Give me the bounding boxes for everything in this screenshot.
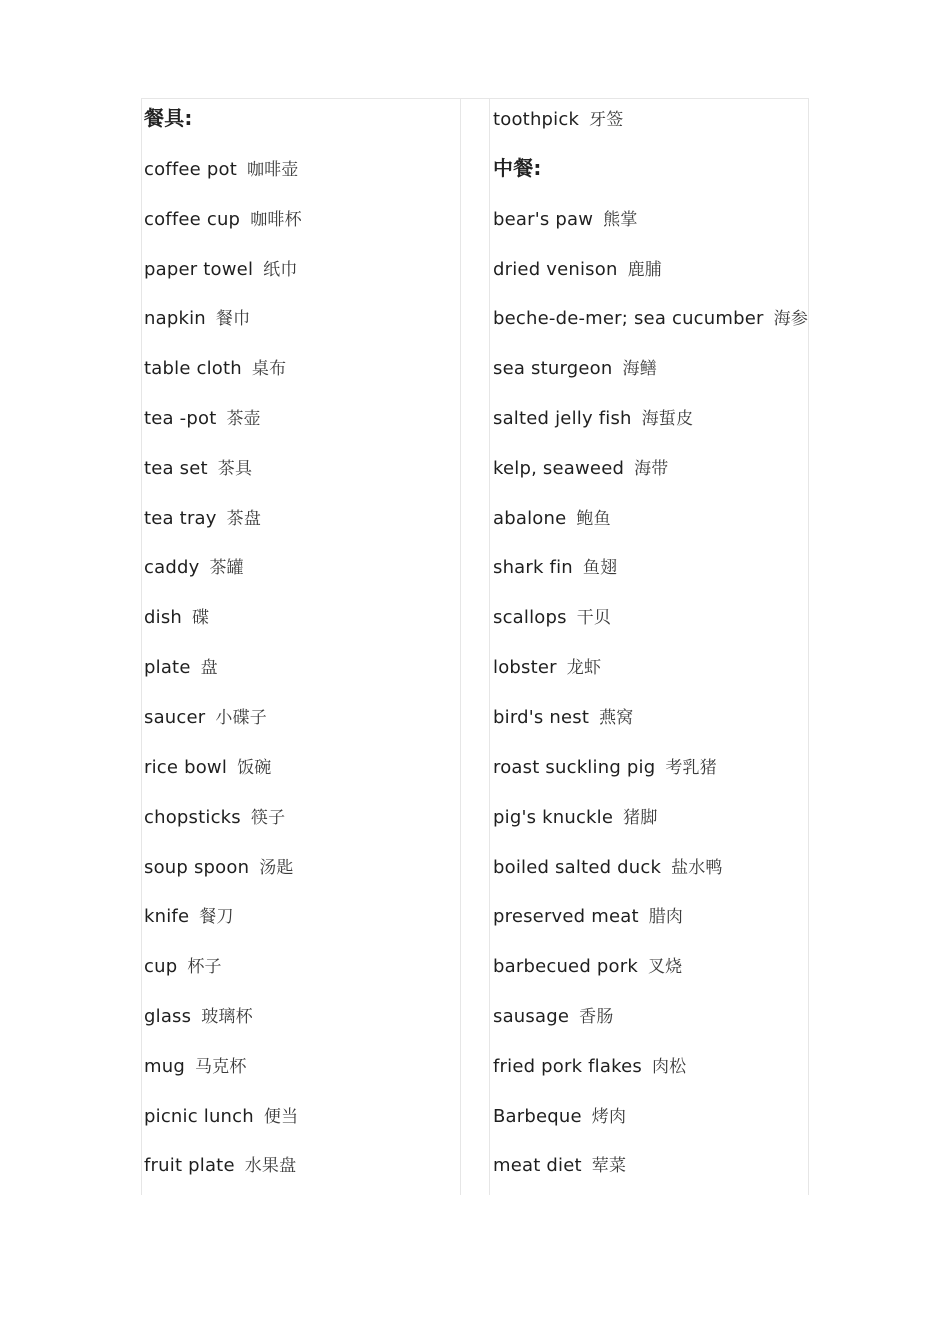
vocab-row <box>144 553 244 583</box>
english-term: scallops <box>493 607 567 628</box>
vocab-row <box>493 1052 686 1082</box>
vocab-row <box>493 753 717 783</box>
vocab-row <box>493 504 611 534</box>
english-term: mug <box>144 1056 185 1077</box>
vocab-row <box>144 504 261 534</box>
chinese-term: 玻璃杯 <box>201 1007 253 1027</box>
vocab-row <box>493 853 723 883</box>
english-term: table cloth <box>144 358 242 379</box>
chinese-term: 杯子 <box>187 957 222 977</box>
vocab-row <box>144 653 218 683</box>
chinese-term: 筷子 <box>250 808 286 828</box>
english-term: glass <box>144 1006 192 1027</box>
chinese-term: 肉松 <box>651 1057 687 1077</box>
english-term: bird's nest <box>493 707 590 728</box>
english-term: pig's knuckle <box>493 807 614 828</box>
chinese-term: 便当 <box>263 1107 299 1127</box>
chinese-term: 牙签 <box>589 110 624 130</box>
chinese-food-column <box>489 99 809 1195</box>
vocab-row <box>493 952 682 982</box>
vocab-row <box>493 603 611 633</box>
chinese-term: 猪脚 <box>623 808 658 828</box>
english-term: boiled salted duck <box>493 857 662 878</box>
english-term: Barbeque <box>493 1106 582 1127</box>
chinese-term: 腊肉 <box>648 907 684 927</box>
english-term: tea tray <box>144 508 217 529</box>
vocab-row <box>493 205 638 235</box>
vocab-row <box>144 753 271 783</box>
chinese-term: 茶具 <box>217 459 253 479</box>
chinese-term: 水果盘 <box>244 1156 297 1176</box>
vocab-row <box>144 404 261 434</box>
english-term: abalone <box>493 508 567 529</box>
vocab-row <box>144 703 267 733</box>
english-term: roast suckling pig <box>493 757 656 778</box>
english-term: beche-de-mer; sea cucumber <box>493 308 764 329</box>
english-term: plate <box>144 657 191 678</box>
chinese-term: 咖啡杯 <box>250 210 302 230</box>
english-term: chopsticks <box>144 807 241 828</box>
chinese-term: 桌布 <box>251 359 287 379</box>
chinese-term: 龙虾 <box>566 658 602 678</box>
chinese-term: 茶罐 <box>209 558 244 578</box>
vocab-row <box>493 902 683 932</box>
chinese-term: 盘 <box>200 658 218 678</box>
english-term: coffee pot <box>144 159 237 180</box>
chinese-term: 汤匙 <box>259 858 294 878</box>
chinese-term: 干贝 <box>576 608 612 628</box>
vocab-row <box>493 803 658 833</box>
vocab-row <box>493 105 624 135</box>
chinese-term: 餐刀 <box>199 907 234 927</box>
vocab-row <box>144 205 302 235</box>
english-term: saucer <box>144 707 206 728</box>
english-term: fried pork flakes <box>493 1056 642 1077</box>
vocab-row <box>144 1052 247 1082</box>
column-gap <box>461 99 489 1195</box>
english-term: dish <box>144 607 183 628</box>
chinese-term: 燕窝 <box>599 708 634 728</box>
english-term: soup spoon <box>144 857 250 878</box>
english-term: bear's paw <box>493 209 594 230</box>
english-term: rice bowl <box>144 757 228 778</box>
vocab-row <box>144 853 294 883</box>
chinese-term: 熊掌 <box>603 210 638 230</box>
english-term: tea set <box>144 458 208 479</box>
english-term: napkin <box>144 308 206 329</box>
chinese-term: 咖啡壶 <box>246 160 299 180</box>
chinese-term: 碟 <box>192 608 210 628</box>
chinese-term: 考乳猪 <box>665 758 717 778</box>
tableware-heading: 餐具: <box>144 106 193 130</box>
vocab-row <box>144 902 234 932</box>
vocab-row <box>493 1102 626 1132</box>
english-term: salted jelly fish <box>493 408 632 429</box>
chinese-term: 茶盘 <box>226 509 262 529</box>
chinese-term: 叉烧 <box>647 957 683 977</box>
chinese-term: 餐巾 <box>215 309 251 329</box>
english-term: toothpick <box>493 109 580 130</box>
english-term: tea -pot <box>144 408 217 429</box>
vocab-row <box>144 1002 253 1032</box>
english-term: cup <box>144 956 178 977</box>
chinese-food-heading: 中餐: <box>493 156 542 180</box>
chinese-term: 茶壶 <box>226 409 261 429</box>
english-term: knife <box>144 906 190 927</box>
english-term: meat diet <box>493 1155 582 1176</box>
vocab-row <box>144 952 222 982</box>
vocab-row <box>493 404 693 434</box>
chinese-term: 鲍鱼 <box>576 509 611 529</box>
chinese-term: 盐水鸭 <box>671 858 723 878</box>
english-term: picnic lunch <box>144 1106 254 1127</box>
vocab-row <box>144 255 298 285</box>
chinese-term: 烤肉 <box>591 1107 627 1127</box>
vocab-row <box>144 803 285 833</box>
chinese-term: 香肠 <box>579 1007 614 1027</box>
chinese-term: 鱼翅 <box>582 558 618 578</box>
english-term: dried venison <box>493 259 618 280</box>
chinese-term: 鹿脯 <box>627 260 662 280</box>
vocab-row <box>144 1151 296 1181</box>
vocab-row <box>493 1151 626 1181</box>
vocab-row <box>493 354 657 384</box>
vocab-row <box>493 255 662 285</box>
english-term: shark fin <box>493 557 573 578</box>
chinese-term: 海鳝 <box>622 359 657 379</box>
vocab-row <box>493 304 808 334</box>
english-term: lobster <box>493 657 557 678</box>
english-term: sausage <box>493 1006 570 1027</box>
chinese-term: 荤菜 <box>591 1156 627 1176</box>
chinese-term: 海蜇皮 <box>641 409 694 429</box>
vocabulary-table <box>141 98 809 1195</box>
tableware-column <box>141 99 461 1195</box>
english-term: caddy <box>144 557 200 578</box>
vocab-row <box>144 155 299 185</box>
chinese-term: 饭碗 <box>237 758 272 778</box>
vocab-row <box>493 454 669 484</box>
english-term: coffee cup <box>144 209 241 230</box>
vocab-row <box>144 1102 298 1132</box>
vocab-row <box>144 304 250 334</box>
vocab-row <box>493 553 617 583</box>
chinese-term: 纸巾 <box>263 260 298 280</box>
english-term: barbecued pork <box>493 956 638 977</box>
vocab-row <box>144 354 286 384</box>
chinese-term: 海参 <box>773 309 809 329</box>
vocab-row <box>144 603 209 633</box>
english-term: preserved meat <box>493 906 639 927</box>
vocab-row <box>144 454 252 484</box>
english-term: sea sturgeon <box>493 358 613 379</box>
vocab-row <box>493 1002 614 1032</box>
chinese-term: 海带 <box>634 459 669 479</box>
english-term: paper towel <box>144 259 254 280</box>
chinese-term: 小碟子 <box>215 708 267 728</box>
english-term: kelp, seaweed <box>493 458 625 479</box>
vocab-row <box>493 653 601 683</box>
chinese-term: 马克杯 <box>194 1057 247 1077</box>
vocab-row <box>493 703 634 733</box>
english-term: fruit plate <box>144 1155 235 1176</box>
